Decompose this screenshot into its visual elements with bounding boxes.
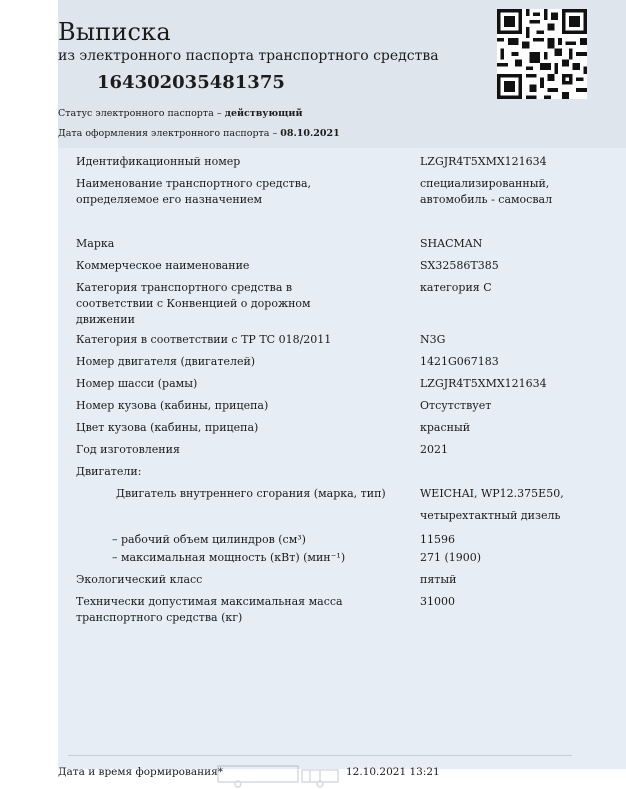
- issue-date-label: Дата оформления электронного паспорта –: [58, 128, 281, 139]
- generated-at-value: 12.10.2021 13:21: [346, 766, 440, 778]
- detail-row-name: [76, 176, 586, 208]
- vehicle-details: [76, 154, 586, 626]
- tr-category-value: N3G: [420, 333, 446, 346]
- brand-value: SHACMAN: [420, 237, 483, 250]
- vehicle-name-label-line-2: определяемое его назначением: [76, 193, 263, 206]
- passport-issue-date: [58, 128, 340, 139]
- vin-label: Идентификационный номер: [76, 155, 241, 168]
- max-mass-label-line-2: транспортного средства (кг): [76, 611, 243, 624]
- passport-status: [58, 108, 303, 119]
- engine-number-value: 1421G067183: [420, 355, 499, 368]
- detail-row-ice: [76, 486, 586, 524]
- detail-row-displacement: [76, 532, 586, 548]
- qr-code-icon: [497, 9, 587, 99]
- vehicle-name-value-line-1: специализированный,: [420, 177, 550, 190]
- detail-row-body-color: [76, 420, 586, 436]
- passport-number: 164302035481375: [97, 72, 285, 93]
- max-mass-value: 31000: [420, 595, 455, 608]
- body-color-value: красный: [420, 421, 471, 434]
- document-title: Выписка: [58, 18, 171, 46]
- issue-date-value: 08.10.2021: [280, 128, 340, 139]
- detail-row-engine-number: [76, 354, 586, 370]
- detail-row-vin: [76, 154, 586, 170]
- detail-row-max-mass: [76, 594, 586, 626]
- displacement-value: 11596: [420, 533, 455, 546]
- document-subtitle: из электронного паспорта транспортного средства: [58, 48, 439, 64]
- ice-value-line-1: WEICHAI, WP12.375E50,: [420, 487, 564, 500]
- document-header: [0, 0, 626, 148]
- ice-label: Двигатель внутреннего сгорания (марка, тип): [116, 487, 386, 500]
- category-label: [76, 280, 420, 328]
- power-label: – максимальная мощность (кВт) (мин⁻¹): [112, 551, 346, 564]
- detail-row-brand: [76, 236, 586, 252]
- status-label: Статус электронного паспорта –: [58, 108, 225, 119]
- eco-class-label: Экологический класс: [76, 573, 203, 586]
- detail-row-commercial-name: [76, 258, 586, 274]
- detail-row-tr-category: [76, 332, 586, 348]
- footer-divider: [68, 755, 572, 756]
- ice-value-line-2: четырехтактный дизель: [420, 509, 561, 522]
- vin-value: LZGJR4T5XMX121634: [420, 155, 547, 168]
- vehicle-name-value-line-2: автомобиль - самосвал: [420, 193, 553, 206]
- vehicle-name-value: [420, 176, 586, 208]
- detail-row-year: [76, 442, 586, 458]
- category-label-line-3: движении: [76, 313, 135, 326]
- engines-heading: Двигатели:: [76, 465, 142, 478]
- displacement-label: – рабочий объем цилиндров (см³): [112, 533, 306, 546]
- body-number-label: Номер кузова (кабины, прицепа): [76, 399, 269, 412]
- detail-row-engines: [76, 464, 586, 480]
- commercial-name-value: SX32586T385: [420, 259, 499, 272]
- brand-label: Марка: [76, 237, 115, 250]
- category-label-line-1: Категория транспортного средства в: [76, 281, 293, 294]
- chassis-number-value: LZGJR4T5XMX121634: [420, 377, 547, 390]
- ice-value: [420, 486, 586, 524]
- max-mass-label-line-1: Технически допустимая максимальная масса: [76, 595, 343, 608]
- vehicle-name-label-line-1: Наименование транспортного средства,: [76, 177, 311, 190]
- tr-category-label: Категория в соответствии с ТР ТС 018/2011: [76, 333, 332, 346]
- body-color-label: Цвет кузова (кабины, прицепа): [76, 421, 259, 434]
- power-value: 271 (1900): [420, 551, 482, 564]
- detail-row-chassis-number: [76, 376, 586, 392]
- eco-class-value: пятый: [420, 573, 457, 586]
- detail-row-category: [76, 280, 586, 328]
- engine-number-label: Номер двигателя (двигателей): [76, 355, 256, 368]
- commercial-name-label: Коммерческое наименование: [76, 259, 250, 272]
- year-value: 2021: [420, 443, 448, 456]
- category-label-line-2: соответствии с Конвенцией о дорожном: [76, 297, 311, 310]
- category-value: категория С: [420, 281, 492, 294]
- generated-at-label: Дата и время формирования*: [58, 766, 224, 778]
- max-mass-label: [76, 594, 420, 626]
- detail-row-power: [76, 550, 586, 566]
- vehicle-name-label: [76, 176, 420, 208]
- detail-row-body-number: [76, 398, 586, 414]
- detail-row-eco-class: [76, 572, 586, 588]
- chassis-number-label: Номер шасси (рамы): [76, 377, 198, 390]
- body-number-value: Отсутствует: [420, 399, 492, 412]
- status-value: действующий: [224, 108, 303, 119]
- year-label: Год изготовления: [76, 443, 180, 456]
